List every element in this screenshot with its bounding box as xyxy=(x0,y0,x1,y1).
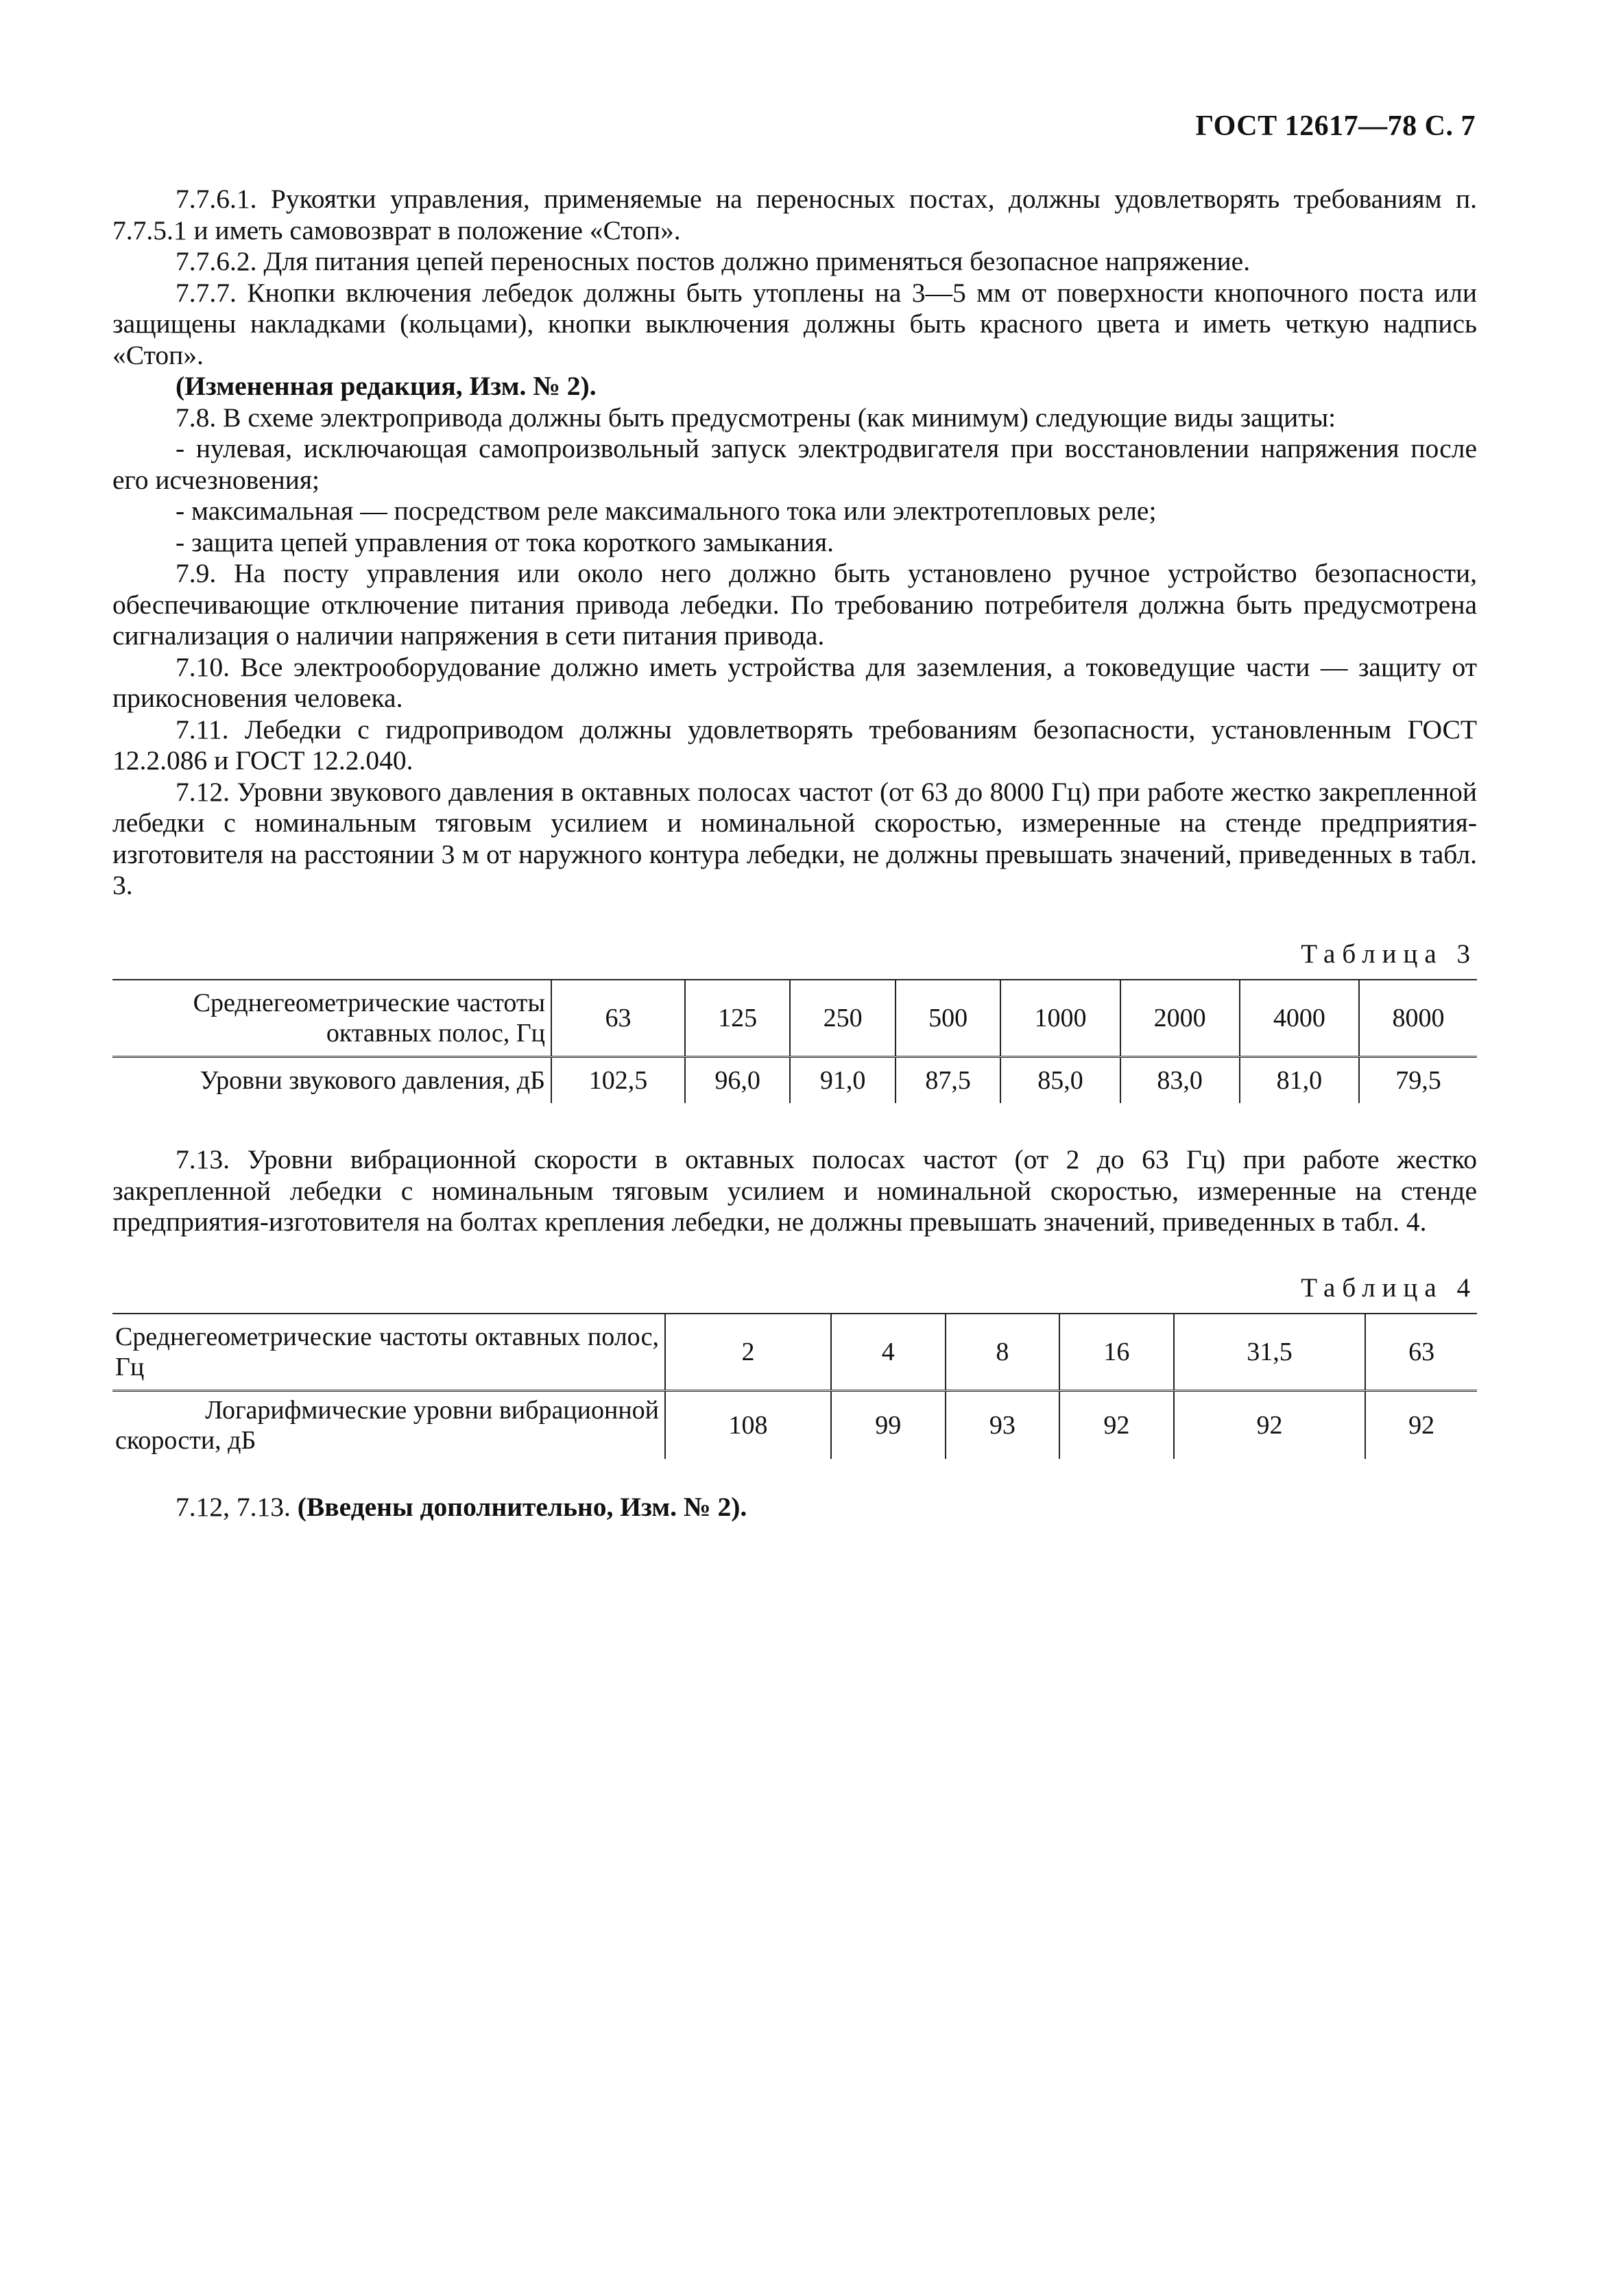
table-3-row-label: Уровни звукового давления, дБ xyxy=(112,1057,551,1104)
table-3-freq: 500 xyxy=(896,980,1001,1057)
paragraph-7-13: 7.13. Уровни вибрационной скорости в октавных полосах частот (от 2 до 63 Гц) при работе жестко закрепленной лебедки с номинальным тяговым усилием и номинальной скоростью, измеренные на стенде предприятия-изготовителя на болтах крепления лебедки, не должны превышать значений, приведенных в табл. 4. xyxy=(112,1144,1477,1237)
table-3-value: 83,0 xyxy=(1120,1057,1240,1104)
footer-note-bold: (Введены дополнительно, Изм. № 2). xyxy=(297,1492,747,1522)
table-4-freq: 16 xyxy=(1059,1314,1174,1391)
table-3-value-row xyxy=(112,1057,1477,1104)
protection-item-zero: - нулевая, исключающая самопроизвольный запуск электродвигателя при восстановлении напряжения после его исчезновения; xyxy=(112,433,1477,495)
paragraph-7-7-6-1: 7.7.6.1. Рукоятки управления, применяемые на переносных постах, должны удовлетворять требованиям п. 7.7.5.1 и иметь самовозврат в положение «Стоп». xyxy=(112,184,1477,245)
table-4-value-row xyxy=(112,1391,1477,1460)
table-4-caption: Таблица 4 xyxy=(1301,1272,1477,1303)
table-3-value: 79,5 xyxy=(1359,1057,1477,1104)
paragraph-7-11: 7.11. Лебедки с гидроприводом должны удовлетворять требованиям безопасности, установленным ГОСТ 12.2.086 и ГОСТ 12.2.040. xyxy=(112,714,1477,775)
table-3-caption: Таблица 3 xyxy=(1301,939,1477,969)
paragraph-7-9: 7.9. На посту управления или около него должно быть установлено ручное устройство безопасности, обеспечивающие отключение питания привода лебедки. По требованию потребителя должна быть предусмотрена сигнализация о наличии напряжения в сети питания привода. xyxy=(112,558,1477,651)
paragraph-7-7-7: 7.7.7. Кнопки включения лебедок должны быть утоплены на 3—5 мм от поверхности кнопочного поста или защищены накладками (кольцами), кнопки выключения должны быть красного цвета и иметь четкую надпись «Стоп». xyxy=(112,277,1477,370)
paragraph-7-7-6-2: 7.7.6.2. Для питания цепей переносных постов должно применяться безопасное напряжение. xyxy=(176,246,1251,276)
table-3-freq: 250 xyxy=(790,980,896,1057)
table-4-header-label: Среднегеометрические частоты октавных полос, Гц xyxy=(112,1314,665,1391)
table-3-value: 81,0 xyxy=(1240,1057,1359,1104)
table-4-value: 93 xyxy=(946,1391,1060,1460)
table-3-value: 91,0 xyxy=(790,1057,896,1104)
table-3-value: 87,5 xyxy=(896,1057,1001,1104)
table-4-value: 92 xyxy=(1174,1391,1366,1460)
protection-item-short-circuit: - защита цепей управления от тока короткого замыкания. xyxy=(176,527,834,557)
footer-note xyxy=(112,1492,1477,1523)
amendment-note: (Измененная редакция, Изм. № 2). xyxy=(176,371,597,401)
table-3-freq: 63 xyxy=(551,980,685,1057)
table-4-freq: 31,5 xyxy=(1174,1314,1366,1391)
table-3-freq: 4000 xyxy=(1240,980,1359,1057)
table-3-value: 102,5 xyxy=(551,1057,685,1104)
table-4-row-label: Логарифмические уровни вибрационной скорости, дБ xyxy=(112,1391,665,1460)
table-4-freq: 4 xyxy=(831,1314,946,1391)
table-3 xyxy=(112,979,1477,1103)
paragraph-7-8: 7.8. В схеме электропривода должны быть предусмотрены (как минимум) следующие виды защиты: xyxy=(176,402,1336,433)
footer-note-prefix: 7.12, 7.13. xyxy=(176,1492,291,1522)
table-3-value: 85,0 xyxy=(1000,1057,1120,1104)
table-4-value: 108 xyxy=(665,1391,831,1460)
table-4-value: 99 xyxy=(831,1391,946,1460)
table-3-freq: 8000 xyxy=(1359,980,1477,1057)
table-3-header-row xyxy=(112,980,1477,1057)
document-body xyxy=(112,184,1477,1523)
table-4-value: 92 xyxy=(1059,1391,1174,1460)
table-4-value: 92 xyxy=(1365,1391,1477,1460)
table-4-header-row xyxy=(112,1314,1477,1391)
paragraph-7-12: 7.12. Уровни звукового давления в октавных полосах частот (от 63 до 8000 Гц) при работе жестко закрепленной лебедки с номинальным тяговым усилием и номинальной скоростью, измеренные на стенде предприятия-изготовителя на расстоянии 3 м от наружного контура лебедки, не должны превышать значений, приведенных в табл. 3. xyxy=(112,776,1477,900)
table-3-header-label: Среднегеометрические частоты октавных полос, Гц xyxy=(112,980,551,1057)
protection-item-max: - максимальная — посредством реле максимального тока или электротепловых реле; xyxy=(176,496,1157,526)
table-4-freq: 8 xyxy=(946,1314,1060,1391)
table-3-freq: 1000 xyxy=(1000,980,1120,1057)
paragraph-7-10: 7.10. Все электрооборудование должно иметь устройства для заземления, а токоведущие части — защиту от прикосновения человека. xyxy=(112,651,1477,713)
table-3-freq: 2000 xyxy=(1120,980,1240,1057)
table-4-freq: 2 xyxy=(665,1314,831,1391)
table-3-freq: 125 xyxy=(685,980,791,1057)
table-4 xyxy=(112,1313,1477,1459)
table-4-freq: 63 xyxy=(1365,1314,1477,1391)
table-3-value: 96,0 xyxy=(685,1057,791,1104)
page-header: ГОСТ 12617—78 С. 7 xyxy=(1195,110,1476,142)
